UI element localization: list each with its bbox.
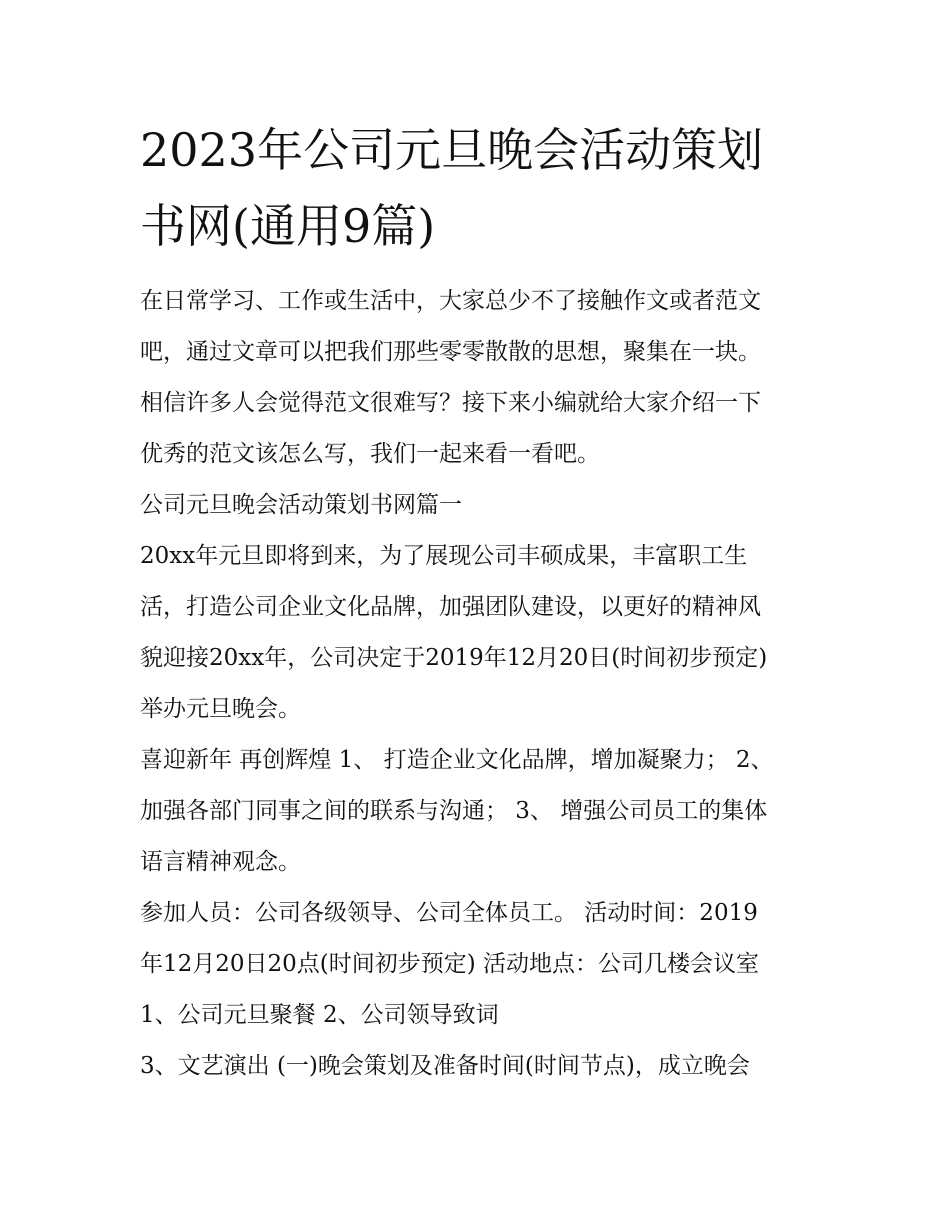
section-heading: 公司元旦晚会活动策划书网篇一 (140, 492, 462, 518)
body-line: 语言精神观念。 (140, 849, 301, 875)
body-line: 貌迎接20xx年，公司决定于2019年12月20日(时间初步预定) (140, 645, 768, 671)
document-body (140, 282, 820, 1098)
body-line: 3、文艺演出 (一)晚会策划及准备时间(时间节点)，成立晚会 (140, 1053, 750, 1079)
title-line-1: 2023年公司元旦晚会活动策划 (140, 123, 764, 177)
title-line-2: 书网(通用9篇) (140, 199, 436, 253)
body-line: 优秀的范文该怎么写，我们一起来看一看吧。 (140, 441, 600, 467)
body-line: 1、公司元旦聚餐 2、公司领导致词 (140, 1002, 499, 1028)
body-line: 参加人员：公司各级领导、公司全体员工。 活动时间：2019 (140, 900, 758, 926)
body-line: 在日常学习、工作或生活中，大家总少不了接触作文或者范文 (140, 288, 761, 314)
body-line: 吧，通过文章可以把我们那些零零散散的思想，聚集在一块。 (140, 339, 761, 365)
body-line: 相信许多人会觉得范文很难写？接下来小编就给大家介绍一下 (140, 390, 761, 416)
body-line: 活，打造公司企业文化品牌，加强团队建设，以更好的精神风 (140, 594, 761, 620)
body-line: 加强各部门同事之间的联系与沟通； 3、 增强公司员工的集体 (140, 798, 768, 824)
body-line: 喜迎新年 再创辉煌 1、 打造企业文化品牌，增加凝聚力； 2、 (140, 747, 774, 773)
body-line: 举办元旦晚会。 (140, 696, 301, 722)
body-line: 20xx年元旦即将到来，为了展现公司丰硕成果，丰富职工生 (140, 543, 748, 569)
document-title (140, 112, 820, 264)
body-line: 年12月20日20点(时间初步预定) 活动地点：公司几楼会议室 (140, 951, 760, 977)
